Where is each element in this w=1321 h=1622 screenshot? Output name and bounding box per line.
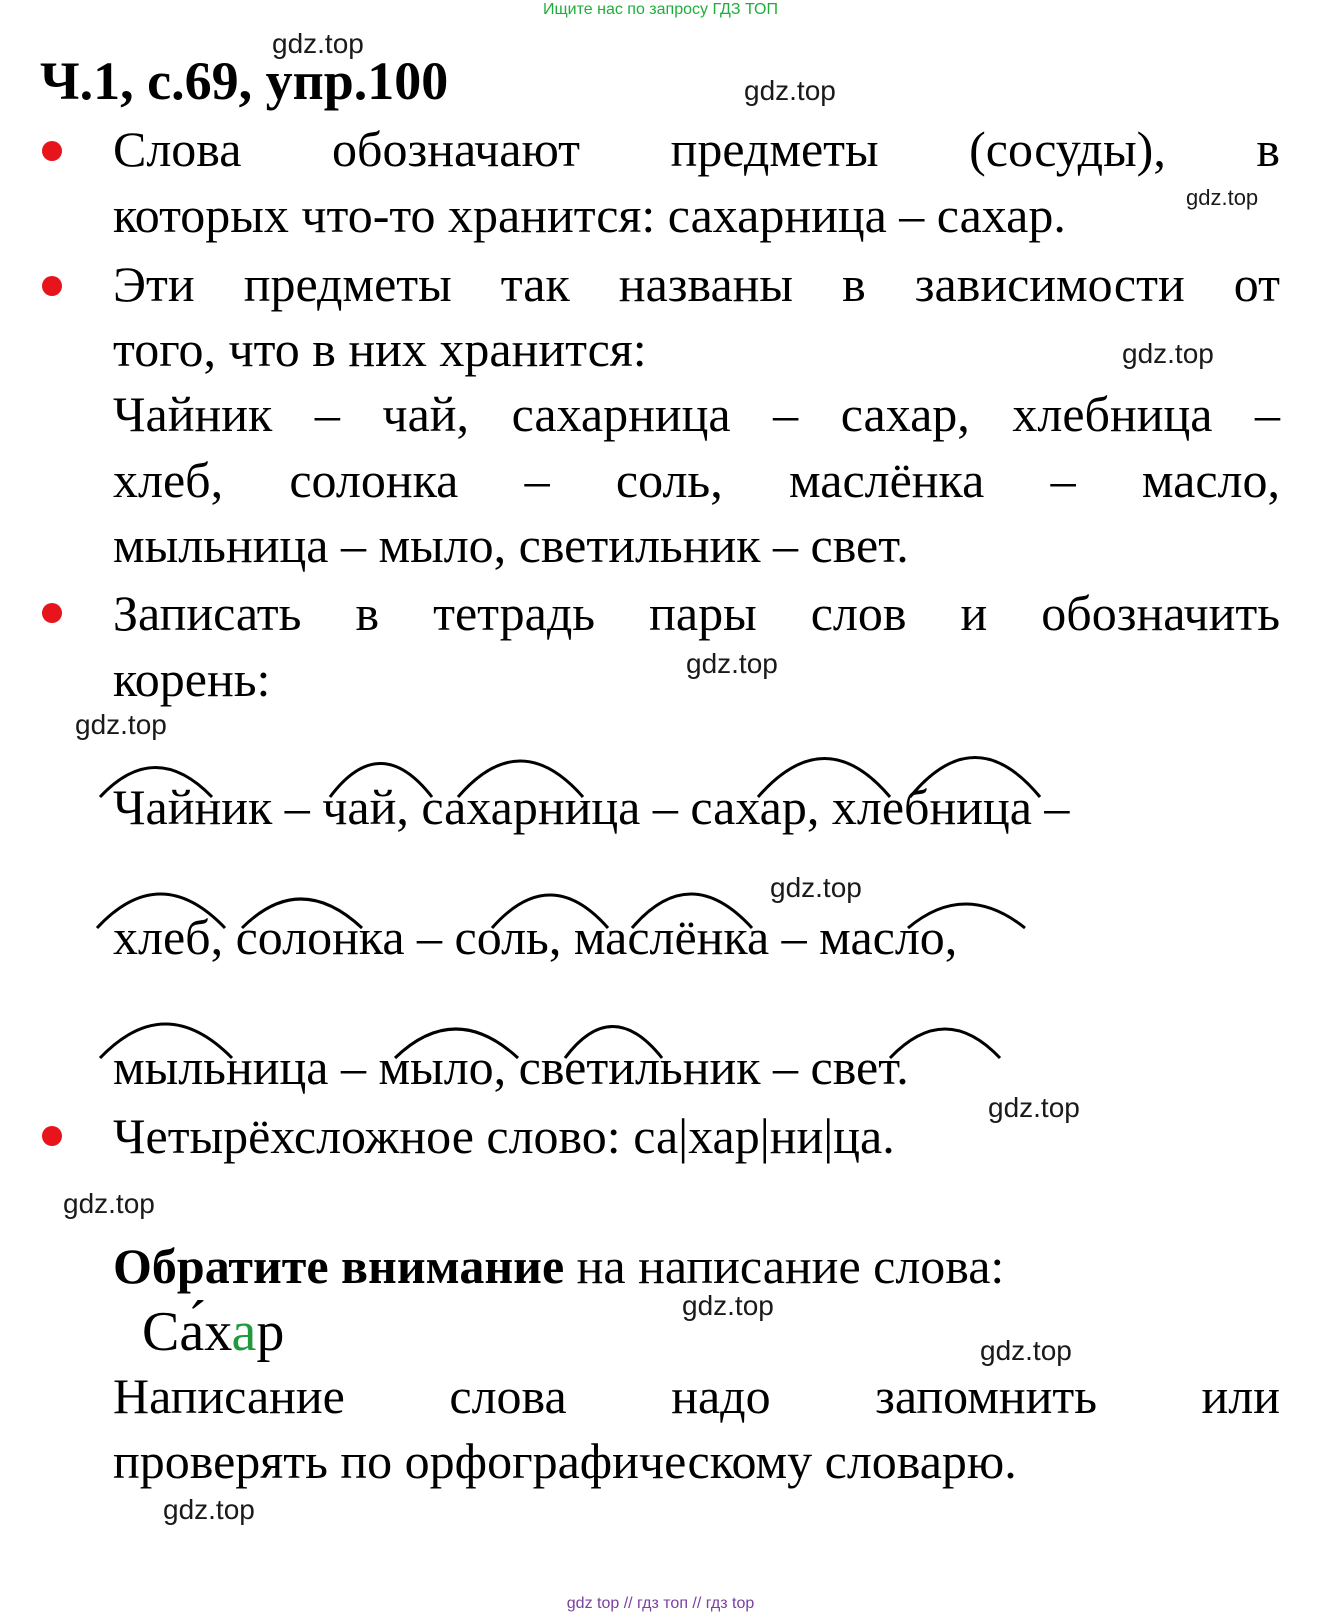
watermark: gdz.top (980, 1335, 1072, 1366)
note-rest: на написание слова: (564, 1238, 1005, 1294)
word-suffix: р (256, 1301, 285, 1363)
note-heading (113, 1237, 1004, 1295)
watermark: gdz.top (744, 75, 836, 106)
watermark: gdz.top (163, 1494, 255, 1525)
bullet-marker (42, 141, 62, 161)
paragraph-line: которых что-то хранится: сахарница – сахар. (113, 187, 1066, 243)
watermark: gdz.top (63, 1188, 155, 1219)
paragraph-line: корень: (113, 651, 271, 707)
paragraph-line: проверять по орфографическому словарю. (113, 1433, 1017, 1489)
watermark: gdz.top (272, 28, 364, 59)
paragraph-line: того, что в них хранится: (113, 321, 647, 377)
watermark: gdz.top (75, 709, 167, 740)
paragraph-line: Слова обозначают предметы (сосуды), в (113, 121, 1280, 177)
note-bold: Обратите внимание (113, 1238, 565, 1294)
watermark: gdz.top (770, 872, 862, 903)
root-row: хлеб, солонка – соль, маслёнка – масло, (113, 909, 958, 965)
paragraph-line: Написание слова надо запомнить или (113, 1368, 1280, 1424)
bullet-marker (42, 276, 62, 296)
watermark: gdz.top (988, 1092, 1080, 1123)
highlight-word (142, 1300, 284, 1364)
paragraph-line: Эти предметы так названы в зависимости от (113, 256, 1280, 312)
word-prefix: Са́х (142, 1301, 232, 1363)
paragraph-line: Чайник – чай, сахарница – сахар, хлебница – (113, 386, 1280, 442)
watermark: gdz.top (682, 1290, 774, 1321)
root-row: мыльница – мыло, светильник – свет. (113, 1039, 909, 1095)
word-accent-letter: а (231, 1301, 257, 1363)
bullet-marker (42, 1126, 62, 1146)
root-row: Чайник – чай, сахарница – сахар, хлебница – (113, 779, 1070, 835)
footer: gdz top // гдз топ // гдз top (566, 1595, 755, 1612)
watermark: gdz.top (1186, 185, 1259, 210)
page-title: Ч.1, с.69, упр.100 (40, 51, 449, 111)
paragraph-line: хлеб, солонка – соль, маслёнка – масло, (113, 452, 1280, 508)
top-banner: Ищите нас по запросу ГДЗ ТОП (543, 1, 778, 18)
watermark: gdz.top (1122, 338, 1214, 369)
paragraph-line: Четырёхсложное слово: са|хар|ни|ца. (113, 1108, 895, 1164)
watermark: gdz.top (686, 648, 778, 679)
paragraph-line: Записать в тетрадь пары слов и обозначить (113, 585, 1280, 641)
paragraph-line: мыльница – мыло, светильник – свет. (113, 517, 909, 573)
bullet-marker (42, 603, 62, 623)
